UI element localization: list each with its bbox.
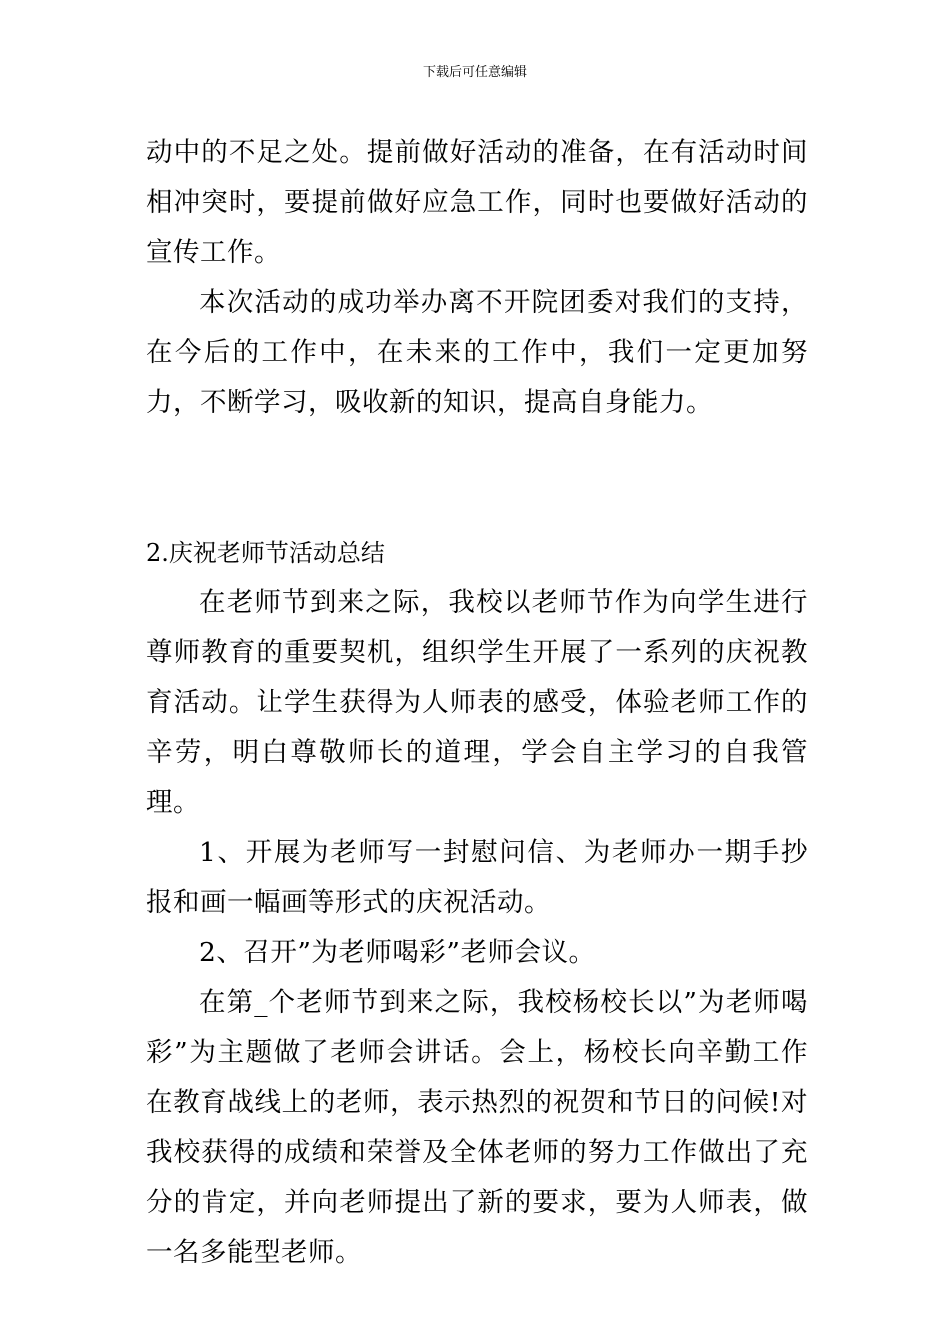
document-body xyxy=(146,128,808,1278)
paragraph-item-1: 1、开展为老师写一封慰问信、为老师办一期手抄报和画一幅画等形式的庆祝活动。 xyxy=(146,837,808,918)
paragraph-speech: 在第_个老师节到来之际，我校杨校长以”为老师喝彩”为主题做了老师会讲话。会上，杨校长向辛勤工作在教育战线上的老师，表示热烈的祝贺和节日的问候!对我校获得的成绩和荣誉及全体老师的努力工作做出了充分的肯定，并向老师提出了新的要求，要为人师表，做一名多能型老师。 xyxy=(146,987,808,1268)
section-title: 2.庆祝老师节活动总结 xyxy=(146,539,385,567)
section-gap xyxy=(146,428,808,528)
paragraph-thanks: 本次活动的成功举办离不开院团委对我们的支持，在今后的工作中，在未来的工作中，我们一定更加努力，不断学习，吸收新的知识，提高自身能力。 xyxy=(146,287,808,418)
page-header: 下载后可任意编辑 xyxy=(422,65,527,80)
paragraph-intro: 在老师节到来之际，我校以老师节作为向学生进行尊师教育的重要契机，组织学生开展了一系列的庆祝教育活动。让学生获得为人师表的感受，体验老师工作的辛劳，明白尊敬师长的道理，学会自主学习的自我管理。 xyxy=(146,587,808,818)
paragraph-continuation: 动中的不足之处。提前做好活动的准备，在有活动时间相冲突时，要提前做好应急工作，同时也要做好活动的宣传工作。 xyxy=(146,137,808,268)
paragraph-item-2: 2、召开”为老师喝彩”老师会议。 xyxy=(199,937,596,968)
